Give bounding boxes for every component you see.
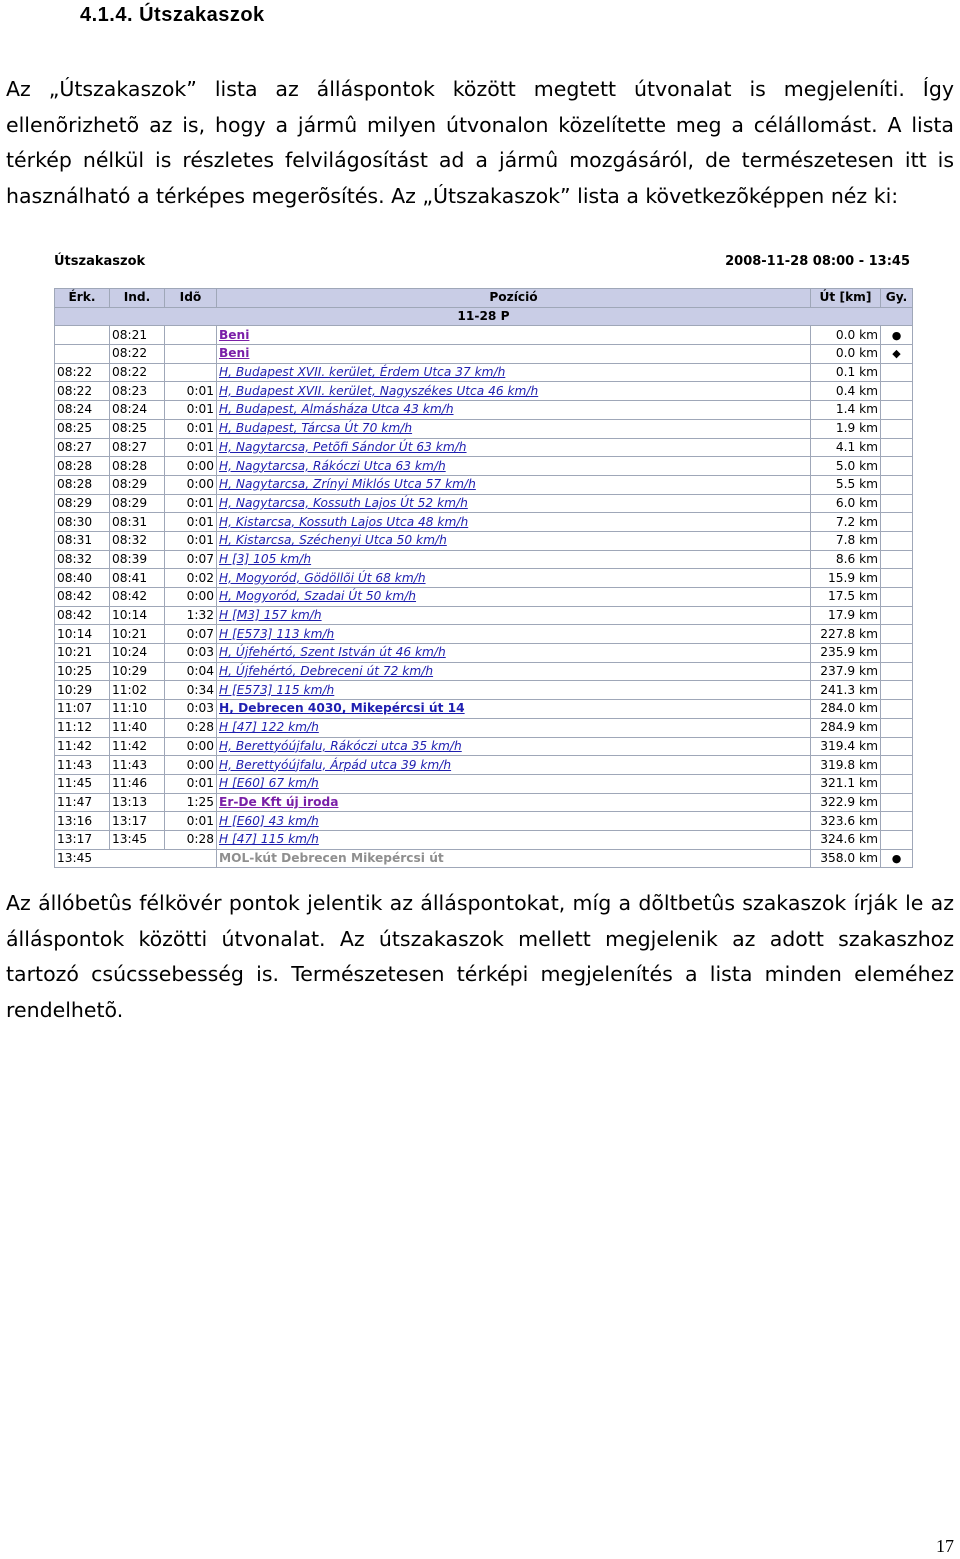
arrival-cell: 08:24 bbox=[55, 401, 110, 420]
distance-cell: 17.9 km bbox=[811, 606, 881, 625]
position-cell bbox=[217, 457, 811, 476]
position-cell bbox=[217, 475, 811, 494]
duration-cell: 0:01 bbox=[165, 812, 217, 831]
position-cell bbox=[217, 606, 811, 625]
stop-link[interactable]: Beni bbox=[219, 327, 250, 342]
marker-cell bbox=[881, 457, 913, 476]
position-cell bbox=[217, 737, 811, 756]
marker-cell bbox=[881, 419, 913, 438]
position-cell bbox=[217, 438, 811, 457]
position-cell bbox=[217, 569, 811, 588]
segment-link[interactable]: H, Budapest, Tárcsa Út 70 km/h bbox=[219, 421, 413, 436]
position-cell bbox=[217, 531, 811, 550]
arrival-cell: 11:43 bbox=[55, 756, 110, 775]
table-row bbox=[55, 531, 913, 550]
arrival-cell: 08:29 bbox=[55, 494, 110, 513]
duration-cell: 0:07 bbox=[165, 625, 217, 644]
departure-cell: 11:43 bbox=[110, 756, 165, 775]
table-row bbox=[55, 681, 913, 700]
duration-cell: 0:00 bbox=[165, 475, 217, 494]
final-distance-cell: 358.0 km bbox=[811, 849, 881, 868]
table-row bbox=[55, 793, 913, 812]
position-cell bbox=[217, 793, 811, 812]
arrival-cell: 10:25 bbox=[55, 662, 110, 681]
position-cell bbox=[217, 550, 811, 569]
arrival-cell: 08:28 bbox=[55, 457, 110, 476]
distance-cell: 241.3 km bbox=[811, 681, 881, 700]
distance-cell: 237.9 km bbox=[811, 662, 881, 681]
table-row bbox=[55, 774, 913, 793]
marker-cell bbox=[881, 382, 913, 401]
segment-link[interactable]: H [E60] 43 km/h bbox=[219, 813, 319, 828]
arrival-cell: 08:40 bbox=[55, 569, 110, 588]
table-row bbox=[55, 326, 913, 345]
departure-cell: 08:32 bbox=[110, 531, 165, 550]
distance-cell: 235.9 km bbox=[811, 644, 881, 663]
distance-cell: 6.0 km bbox=[811, 494, 881, 513]
table-row bbox=[55, 812, 913, 831]
duration-cell: 0:01 bbox=[165, 382, 217, 401]
marker-cell bbox=[881, 812, 913, 831]
table-row bbox=[55, 756, 913, 775]
arrival-cell: 08:28 bbox=[55, 475, 110, 494]
arrival-cell: 08:22 bbox=[55, 363, 110, 382]
segment-link[interactable]: H, Budapest, Almásháza Utca 43 km/h bbox=[219, 402, 454, 417]
segment-link[interactable]: H, Újfehértó, Debreceni út 72 km/h bbox=[219, 664, 434, 679]
duration-cell: 0:28 bbox=[165, 830, 217, 849]
segment-link[interactable]: H, Kistarcsa, Széchenyi Utca 50 km/h bbox=[219, 533, 447, 548]
marker-cell bbox=[881, 681, 913, 700]
segment-link[interactable]: H, Berettyóújfalu, Rákóczi utca 35 km/h bbox=[219, 738, 462, 753]
position-cell bbox=[217, 830, 811, 849]
departure-cell: 11:40 bbox=[110, 718, 165, 737]
segment-link[interactable]: H, Újfehértó, Szent István út 46 km/h bbox=[219, 645, 446, 660]
segment-link[interactable]: H [E60] 67 km/h bbox=[219, 776, 319, 791]
table-row bbox=[55, 588, 913, 607]
position-cell bbox=[217, 588, 811, 607]
position-cell bbox=[217, 812, 811, 831]
duration-cell: 0:04 bbox=[165, 662, 217, 681]
arrival-cell: 10:29 bbox=[55, 681, 110, 700]
departure-cell: 11:02 bbox=[110, 681, 165, 700]
distance-cell: 15.9 km bbox=[811, 569, 881, 588]
table-row bbox=[55, 569, 913, 588]
duration-cell: 0:02 bbox=[165, 569, 217, 588]
duration-cell bbox=[165, 363, 217, 382]
marker-cell bbox=[881, 401, 913, 420]
table-row bbox=[55, 718, 913, 737]
distance-cell: 0.1 km bbox=[811, 363, 881, 382]
table-row bbox=[55, 700, 913, 719]
duration-cell: 0:03 bbox=[165, 700, 217, 719]
arrival-cell: 11:07 bbox=[55, 700, 110, 719]
duration-cell: 0:03 bbox=[165, 644, 217, 663]
table-row bbox=[55, 830, 913, 849]
table-row bbox=[55, 513, 913, 532]
duration-cell: 0:00 bbox=[165, 737, 217, 756]
distance-cell: 7.2 km bbox=[811, 513, 881, 532]
marker-cell: ◆ bbox=[881, 345, 913, 364]
marker-cell bbox=[881, 363, 913, 382]
position-cell bbox=[217, 718, 811, 737]
marker-cell bbox=[881, 700, 913, 719]
departure-cell: 08:22 bbox=[110, 345, 165, 364]
table-row bbox=[55, 438, 913, 457]
marker-cell bbox=[881, 438, 913, 457]
duration-cell: 0:00 bbox=[165, 457, 217, 476]
departure-cell: 08:25 bbox=[110, 419, 165, 438]
col-header-departure[interactable]: Ind. bbox=[110, 289, 165, 308]
distance-cell: 1.4 km bbox=[811, 401, 881, 420]
distance-cell: 0.0 km bbox=[811, 345, 881, 364]
table-row bbox=[55, 550, 913, 569]
table-row bbox=[55, 625, 913, 644]
position-cell bbox=[217, 382, 811, 401]
position-cell bbox=[217, 494, 811, 513]
col-header-speed[interactable]: Gy. bbox=[881, 289, 913, 308]
arrival-cell: 08:32 bbox=[55, 550, 110, 569]
segment-link[interactable]: H, Nagytarcsa, Rákóczi Utca 63 km/h bbox=[219, 458, 446, 473]
stop-link[interactable]: Beni bbox=[219, 346, 250, 361]
distance-cell: 319.8 km bbox=[811, 756, 881, 775]
departure-cell: 08:23 bbox=[110, 382, 165, 401]
position-cell bbox=[217, 774, 811, 793]
segment-link[interactable]: H [E573] 115 km/h bbox=[219, 682, 335, 697]
departure-cell: 08:29 bbox=[110, 494, 165, 513]
departure-cell: 08:28 bbox=[110, 457, 165, 476]
distance-cell: 7.8 km bbox=[811, 531, 881, 550]
segment-link[interactable]: H [M3] 157 km/h bbox=[219, 608, 322, 623]
arrival-cell: 10:21 bbox=[55, 644, 110, 663]
departure-cell: 08:31 bbox=[110, 513, 165, 532]
position-cell bbox=[217, 326, 811, 345]
marker-cell bbox=[881, 550, 913, 569]
departure-cell: 08:41 bbox=[110, 569, 165, 588]
date-group-label: 11-28 P bbox=[55, 307, 913, 326]
stop-link[interactable]: H, Debrecen 4030, Mikepércsi út 14 bbox=[219, 701, 465, 716]
final-position-cell bbox=[217, 849, 811, 868]
arrival-cell: 11:45 bbox=[55, 774, 110, 793]
departure-cell: 08:21 bbox=[110, 326, 165, 345]
segment-link[interactable]: H, Mogyoród, Szadai Út 50 km/h bbox=[219, 589, 417, 604]
duration-cell bbox=[165, 326, 217, 345]
distance-cell: 5.0 km bbox=[811, 457, 881, 476]
marker-cell bbox=[881, 737, 913, 756]
duration-cell: 0:01 bbox=[165, 438, 217, 457]
segment-link[interactable]: H, Mogyoród, Gödöllõi Út 68 km/h bbox=[219, 570, 426, 585]
arrival-cell: 08:42 bbox=[55, 606, 110, 625]
table-row bbox=[55, 494, 913, 513]
arrival-cell: 13:17 bbox=[55, 830, 110, 849]
distance-cell: 323.6 km bbox=[811, 812, 881, 831]
marker-cell bbox=[881, 793, 913, 812]
distance-cell: 17.5 km bbox=[811, 588, 881, 607]
table-row bbox=[55, 737, 913, 756]
arrival-cell: 08:31 bbox=[55, 531, 110, 550]
departure-cell: 13:13 bbox=[110, 793, 165, 812]
marker-cell bbox=[881, 756, 913, 775]
distance-cell: 0.0 km bbox=[811, 326, 881, 345]
duration-cell: 0:01 bbox=[165, 774, 217, 793]
arrival-cell: 08:27 bbox=[55, 438, 110, 457]
table-row bbox=[55, 401, 913, 420]
distance-cell: 319.4 km bbox=[811, 737, 881, 756]
segment-link[interactable]: H, Nagytarcsa, Zrínyi Miklós Utca 57 km/h bbox=[219, 477, 476, 492]
duration-cell: 0:01 bbox=[165, 419, 217, 438]
distance-cell: 284.9 km bbox=[811, 718, 881, 737]
arrival-cell bbox=[55, 326, 110, 345]
marker-cell bbox=[881, 475, 913, 494]
position-cell bbox=[217, 401, 811, 420]
screenshot-title: Útszakaszok bbox=[54, 254, 146, 269]
duration-cell: 0:28 bbox=[165, 718, 217, 737]
position-cell bbox=[217, 662, 811, 681]
route-segments-screenshot bbox=[54, 254, 912, 865]
marker-cell bbox=[881, 625, 913, 644]
arrival-cell: 08:42 bbox=[55, 588, 110, 607]
marker-cell bbox=[881, 606, 913, 625]
table-row bbox=[55, 457, 913, 476]
segment-link[interactable]: H [47] 122 km/h bbox=[219, 720, 319, 735]
col-header-distance[interactable]: Út [km] bbox=[811, 289, 881, 308]
departure-cell: 11:10 bbox=[110, 700, 165, 719]
table-row bbox=[55, 363, 913, 382]
position-cell bbox=[217, 345, 811, 364]
segment-link[interactable]: H [3] 105 km/h bbox=[219, 551, 312, 566]
departure-cell: 13:17 bbox=[110, 812, 165, 831]
distance-cell: 8.6 km bbox=[811, 550, 881, 569]
table-row bbox=[55, 345, 913, 364]
segment-link[interactable]: H, Berettyóújfalu, Árpád utca 39 km/h bbox=[219, 757, 452, 772]
departure-cell: 08:24 bbox=[110, 401, 165, 420]
departure-cell: 11:46 bbox=[110, 774, 165, 793]
duration-cell: 0:01 bbox=[165, 494, 217, 513]
duration-cell: 1:25 bbox=[165, 793, 217, 812]
distance-cell: 5.5 km bbox=[811, 475, 881, 494]
arrival-cell: 11:42 bbox=[55, 737, 110, 756]
position-cell bbox=[217, 625, 811, 644]
final-marker-cell: ● bbox=[881, 849, 913, 868]
duration-cell: 0:01 bbox=[165, 401, 217, 420]
route-segments-table bbox=[54, 288, 913, 868]
marker-cell bbox=[881, 718, 913, 737]
marker-cell bbox=[881, 588, 913, 607]
intro-paragraph: Az „Útszakaszok” lista az álláspontok között megtett útvonalat is megjeleníti. Így ellenõrizhetõ az is, hogy a jármû milyen útvonalon közelítette meg a célállomást. A lista térkép nélkül is részletes felvilágosítást ad a jármû mozgásáról, de természetesen itt is használható a térképes megerõsítés. Az „Útszakaszok” lista a következõképpen néz ki: bbox=[6, 77, 954, 208]
explanation-paragraph: Az állóbetûs félkövér pontok jelentik az álláspontokat, míg a dõltbetûs szakaszok írják le az álláspontok közötti útvonalat. Az útszakaszok mellett megjelenik az adott szakaszhoz tartozó csúcssebesség is. Természetesen térképi megjelenítés a lista minden eleméhez rendelhetõ. bbox=[6, 891, 954, 1022]
marker-cell bbox=[881, 531, 913, 550]
marker-cell bbox=[881, 644, 913, 663]
table-row bbox=[55, 382, 913, 401]
position-cell bbox=[217, 419, 811, 438]
duration-cell: 0:00 bbox=[165, 756, 217, 775]
segment-link[interactable]: H, Kistarcsa, Kossuth Lajos Utca 48 km/h bbox=[219, 514, 469, 529]
duration-cell: 1:32 bbox=[165, 606, 217, 625]
marker-cell: ● bbox=[881, 326, 913, 345]
departure-cell: 08:42 bbox=[110, 588, 165, 607]
arrival-cell: 08:25 bbox=[55, 419, 110, 438]
arrival-cell: 08:30 bbox=[55, 513, 110, 532]
distance-cell: 0.4 km bbox=[811, 382, 881, 401]
duration-cell: 0:01 bbox=[165, 531, 217, 550]
departure-cell: 08:27 bbox=[110, 438, 165, 457]
departure-cell: 08:22 bbox=[110, 363, 165, 382]
final-time-cell: 13:45 bbox=[55, 849, 217, 868]
arrival-cell: 11:47 bbox=[55, 793, 110, 812]
segment-link[interactable]: H, Nagytarcsa, Petõfi Sándor Út 63 km/h bbox=[219, 439, 467, 454]
departure-cell: 10:24 bbox=[110, 644, 165, 663]
arrival-cell: 11:12 bbox=[55, 718, 110, 737]
departure-cell: 10:14 bbox=[110, 606, 165, 625]
duration-cell: 0:34 bbox=[165, 681, 217, 700]
stop-link[interactable]: Er-De Kft új iroda bbox=[219, 794, 339, 809]
distance-cell: 4.1 km bbox=[811, 438, 881, 457]
distance-cell: 1.9 km bbox=[811, 419, 881, 438]
segment-link[interactable]: H, Budapest XVII. kerület, Nagyszékes Utca 46 km/h bbox=[219, 383, 539, 398]
position-cell bbox=[217, 363, 811, 382]
duration-cell: 0:01 bbox=[165, 513, 217, 532]
segment-link[interactable]: H, Budapest XVII. kerület, Érdem Utca 37 km/h bbox=[219, 365, 506, 380]
distance-cell: 322.9 km bbox=[811, 793, 881, 812]
departure-cell: 11:42 bbox=[110, 737, 165, 756]
arrival-cell: 08:22 bbox=[55, 382, 110, 401]
screenshot-date-range: 2008-11-28 08:00 - 13:45 bbox=[725, 254, 910, 269]
duration-cell bbox=[165, 345, 217, 364]
col-header-arrival[interactable]: Érk. bbox=[55, 289, 110, 308]
duration-cell: 0:00 bbox=[165, 588, 217, 607]
segment-link[interactable]: H [E573] 113 km/h bbox=[219, 626, 335, 641]
marker-cell bbox=[881, 494, 913, 513]
arrival-cell bbox=[55, 345, 110, 364]
date-group-row bbox=[55, 307, 913, 326]
arrival-cell: 10:14 bbox=[55, 625, 110, 644]
table-header-row bbox=[55, 289, 913, 308]
segment-link[interactable]: H, Nagytarcsa, Kossuth Lajos Út 52 km/h bbox=[219, 495, 468, 510]
departure-cell: 08:29 bbox=[110, 475, 165, 494]
section-heading: 4.1.4. Útszakaszok bbox=[80, 4, 265, 26]
col-header-duration[interactable]: Idõ bbox=[165, 289, 217, 308]
table-row bbox=[55, 475, 913, 494]
departure-cell: 08:39 bbox=[110, 550, 165, 569]
table-row bbox=[55, 662, 913, 681]
distance-cell: 324.6 km bbox=[811, 830, 881, 849]
position-cell bbox=[217, 681, 811, 700]
marker-cell bbox=[881, 830, 913, 849]
table-row bbox=[55, 606, 913, 625]
col-header-position[interactable]: Pozíció bbox=[217, 289, 811, 308]
position-cell bbox=[217, 700, 811, 719]
position-cell bbox=[217, 756, 811, 775]
departure-cell: 13:45 bbox=[110, 830, 165, 849]
marker-cell bbox=[881, 774, 913, 793]
marker-cell bbox=[881, 662, 913, 681]
table-row-final bbox=[55, 849, 913, 868]
distance-cell: 227.8 km bbox=[811, 625, 881, 644]
distance-cell: 284.0 km bbox=[811, 700, 881, 719]
position-cell bbox=[217, 644, 811, 663]
page-number: 17 bbox=[936, 1536, 954, 1556]
table-row bbox=[55, 644, 913, 663]
marker-cell bbox=[881, 569, 913, 588]
segment-link[interactable]: H [47] 115 km/h bbox=[219, 832, 319, 847]
final-position-label: MOL-kút Debrecen Mikepércsi út bbox=[219, 850, 444, 865]
departure-cell: 10:21 bbox=[110, 625, 165, 644]
arrival-cell: 13:16 bbox=[55, 812, 110, 831]
position-cell bbox=[217, 513, 811, 532]
distance-cell: 321.1 km bbox=[811, 774, 881, 793]
table-row bbox=[55, 419, 913, 438]
marker-cell bbox=[881, 513, 913, 532]
duration-cell: 0:07 bbox=[165, 550, 217, 569]
departure-cell: 10:29 bbox=[110, 662, 165, 681]
